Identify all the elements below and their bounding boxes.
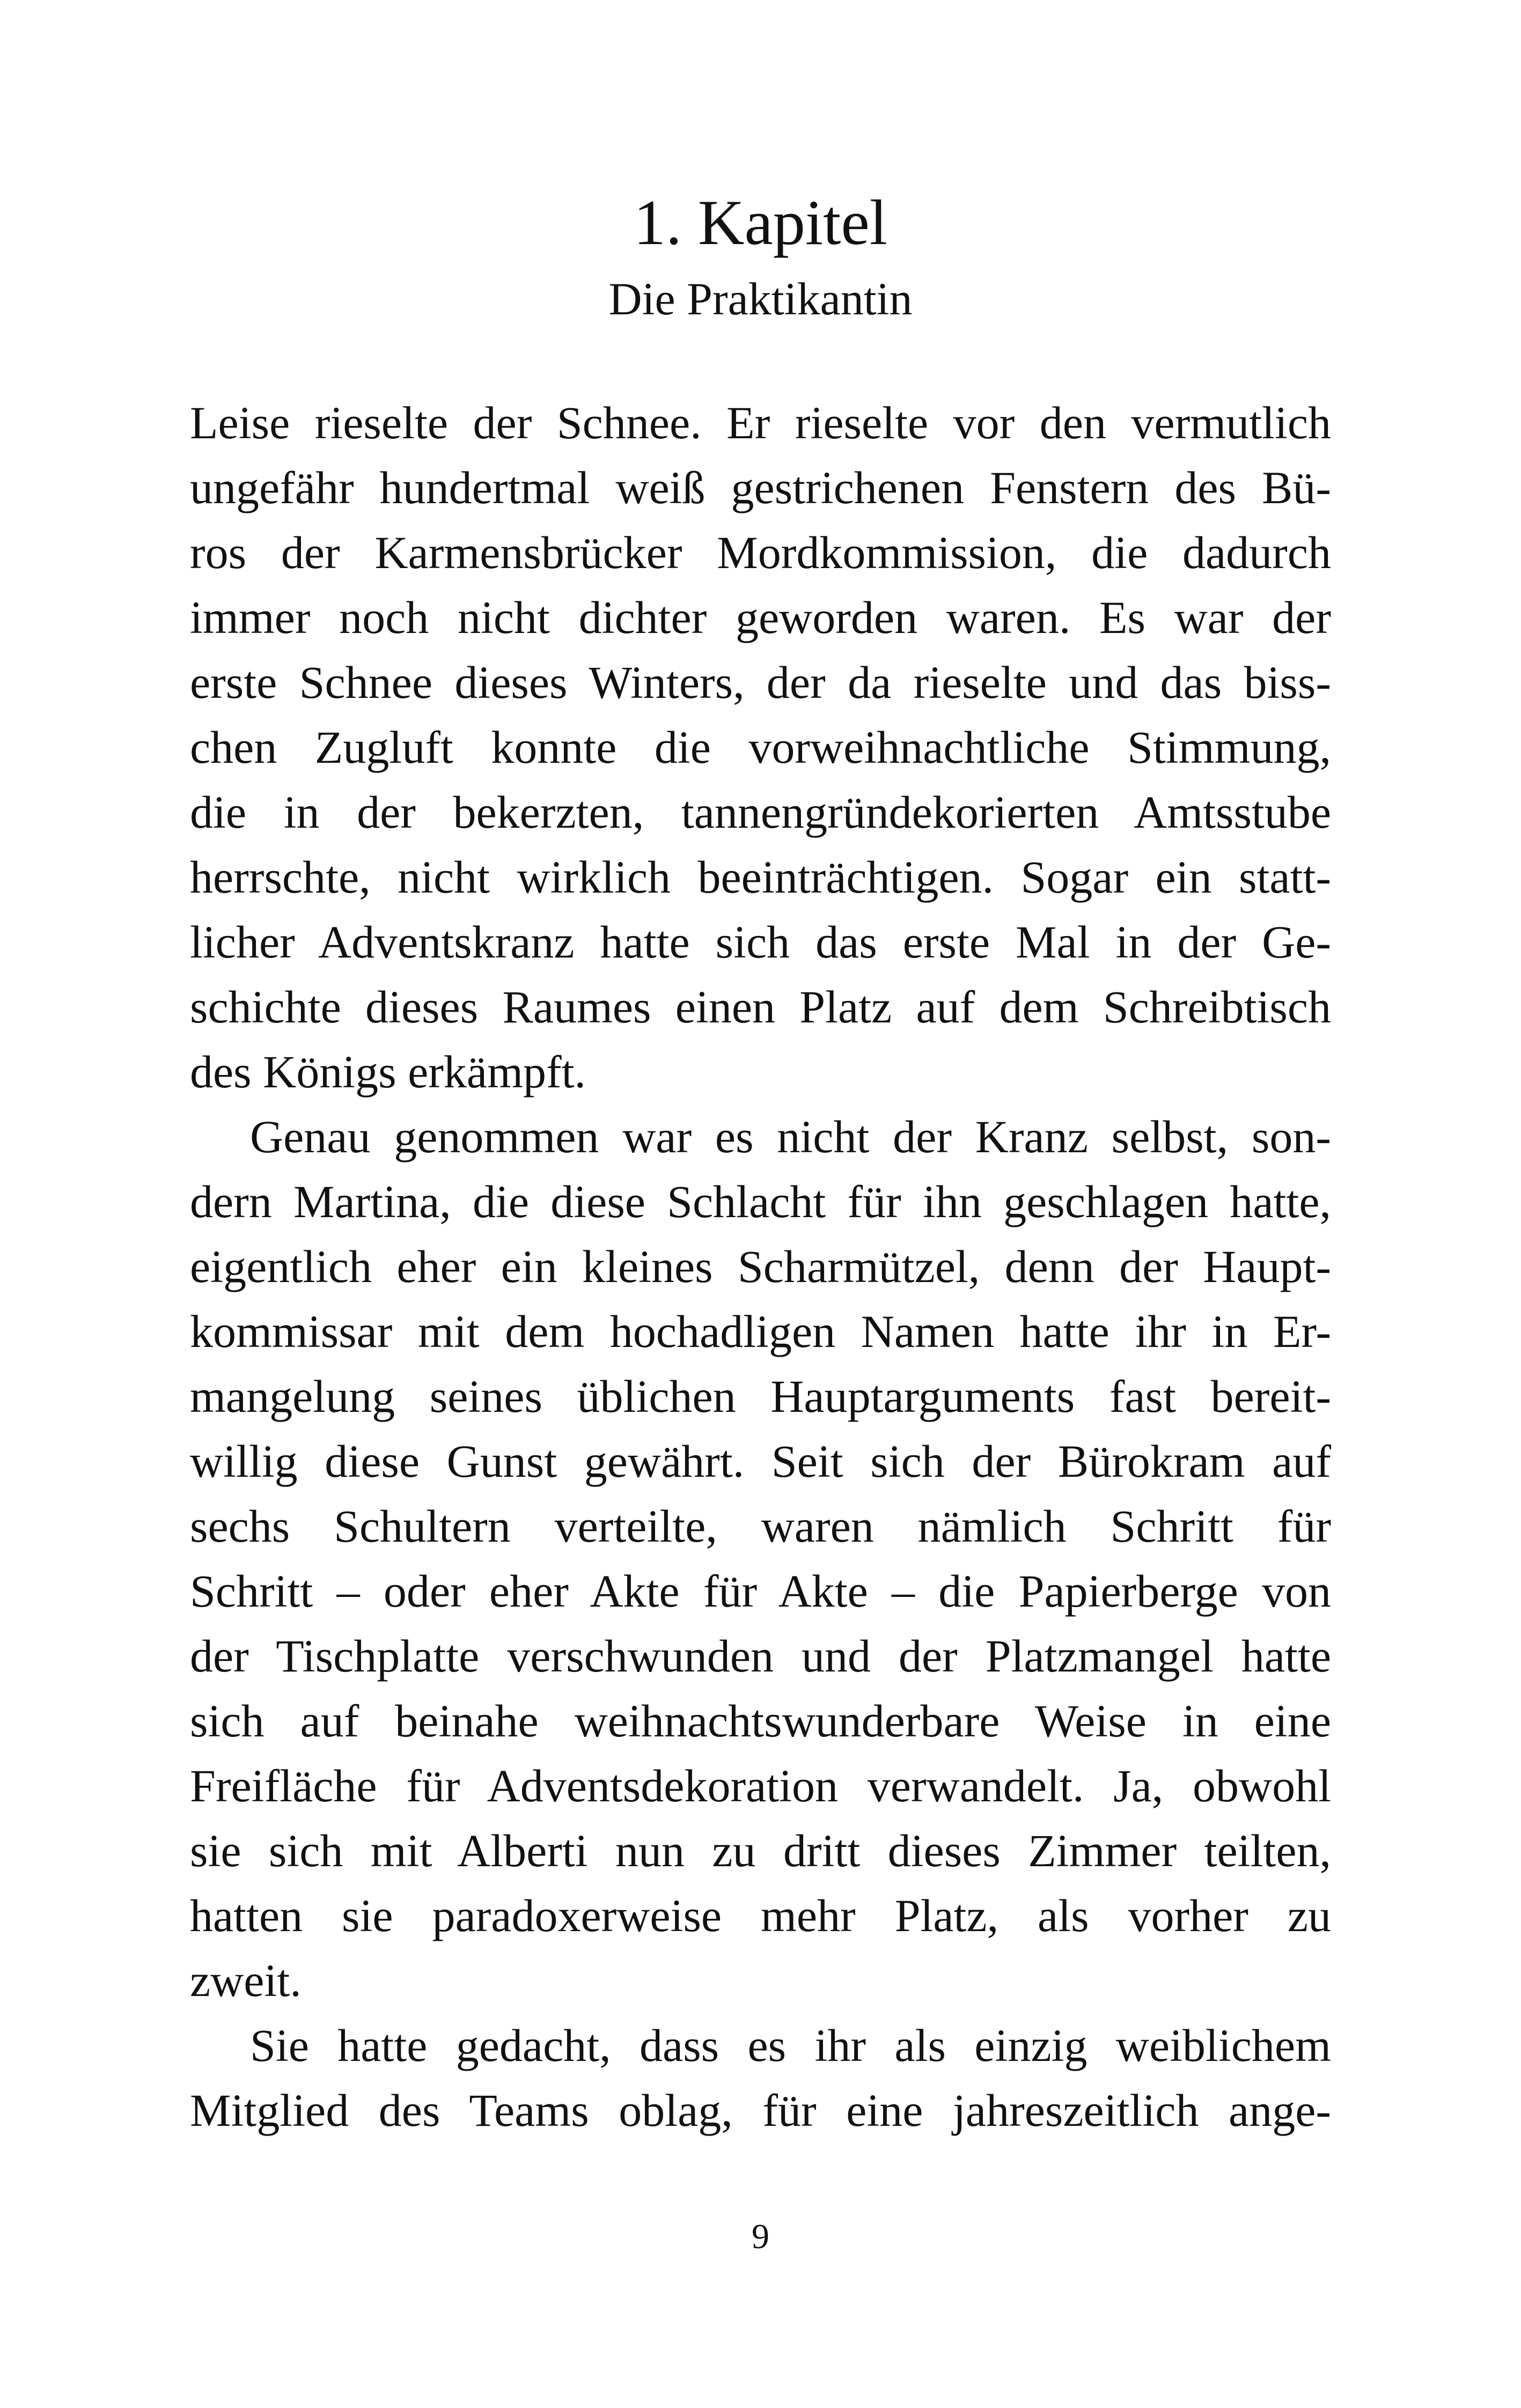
text-line: immer noch nicht dichter geworden waren. Es war der [190, 592, 1331, 643]
page-number: 9 [752, 2217, 769, 2256]
text-line: licher Adventskranz hatte sich das erste Mal in der Ge- [190, 916, 1331, 968]
text-line: mangelung seines üblichen Hauptarguments fast bereit- [190, 1371, 1331, 1422]
text-line: Mitglied des Teams oblag, für eine jahreszeitlich ange- [190, 2085, 1331, 2136]
text-line: ungefähr hundertmal weiß gestrichenen Fenstern des Bü- [190, 462, 1331, 513]
text-line: Sie hatte gedacht, dass es ihr als einzig weiblichem [250, 2020, 1331, 2071]
text-line: dern Martina, die diese Schlacht für ihn geschlagen hatte, [190, 1176, 1331, 1227]
text-line: der Tischplatte verschwunden und der Platzmangel hatte [190, 1630, 1331, 1682]
text-line: eigentlich eher ein kleines Scharmützel, denn der Haupt- [190, 1241, 1331, 1292]
text-line: sich auf beinahe weihnachtswunderbare Weise in eine [190, 1695, 1331, 1747]
text-line: Schritt – oder eher Akte für Akte – die Papierberge von [190, 1565, 1331, 1617]
paragraph [190, 391, 1331, 1104]
chapter-title: 1. Kapitel [633, 187, 888, 258]
text-line: chen Zugluft konnte die vorweihnachtliche Stimmung, [190, 721, 1331, 773]
text-line: die in der bekerzten, tannengründekorierten Amtsstube [190, 786, 1331, 838]
text-line: Genau genommen war es nicht der Kranz selbst, son- [250, 1111, 1331, 1162]
paragraph [190, 2013, 1331, 2143]
text-line: sechs Schultern verteilte, waren nämlich Schritt für [190, 1500, 1331, 1552]
text-line: sie sich mit Alberti nun zu dritt dieses Zimmer teilten, [190, 1825, 1331, 1876]
text-line: herrschte, nicht wirklich beeinträchtigen. Sogar ein statt- [190, 851, 1331, 903]
body-text [190, 391, 1331, 2143]
text-line: hatten sie paradoxerweise mehr Platz, als vorher zu [190, 1890, 1331, 1941]
text-line: schichte dieses Raumes einen Platz auf dem Schreibtisch [190, 981, 1331, 1033]
text-line: erste Schnee dieses Winters, der da rieselte und das biss- [190, 657, 1331, 708]
text-line: Leise rieselte der Schnee. Er rieselte vor den vermutlich [190, 397, 1331, 448]
text-line: des Königs erkämpft. [190, 1046, 586, 1098]
text-line: Freifläche für Adventsdekoration verwandelt. Ja, obwohl [190, 1760, 1331, 1811]
text-line: ros der Karmensbrücker Mordkommission, die dadurch [190, 527, 1331, 578]
text-line: kommissar mit dem hochadligen Namen hatte ihr in Er- [190, 1306, 1331, 1357]
text-line: willig diese Gunst gewährt. Seit sich der Bürokram auf [190, 1435, 1331, 1487]
text-line: zweit. [190, 1955, 302, 2006]
chapter-subtitle: Die Praktikantin [608, 273, 913, 325]
paragraph [190, 1104, 1331, 2013]
